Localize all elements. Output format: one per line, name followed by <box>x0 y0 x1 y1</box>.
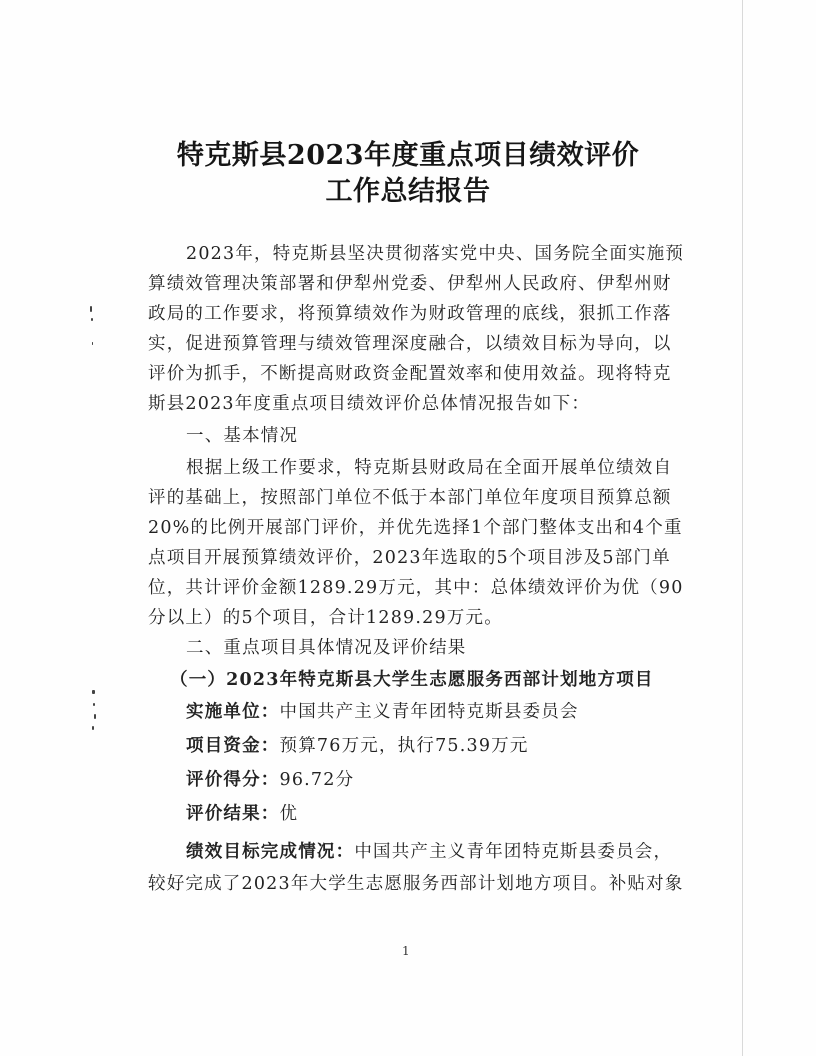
field-result <box>186 800 298 825</box>
scan-speck <box>92 690 95 694</box>
field-goal <box>186 838 672 863</box>
scan-speck <box>90 306 92 312</box>
scan-speck <box>91 318 93 321</box>
field-goal-continuation: 较好完成了2023年大学生志愿服务西部计划地方项目。补贴对象 <box>148 874 684 894</box>
field-unit-value: 中国共产主义青年团特克斯县委员会 <box>279 702 579 722</box>
scan-speck <box>94 714 96 719</box>
field-result-value: 优 <box>279 804 299 824</box>
field-goal-value: 中国共产主义青年团特克斯县委员会， <box>354 842 673 862</box>
subsection1-heading: （一）2023年特克斯县大学生志愿服务西部计划地方项目 <box>170 670 654 690</box>
section1-heading: 一、基本情况 <box>186 426 299 446</box>
page-number: 1 <box>402 944 410 958</box>
field-funds-label: 项目资金： <box>186 736 280 756</box>
section1-line: 分以上）的5个项目，合计1289.29万元。 <box>148 608 503 628</box>
scan-speck <box>92 342 93 345</box>
field-funds-value: 预算76万元，执行75.39万元 <box>279 736 529 756</box>
document-title-line1: 特克斯县2023年度重点项目绩效评价 <box>176 140 640 171</box>
scan-speck <box>93 703 95 706</box>
field-funds <box>186 732 529 757</box>
section1-line: 根据上级工作要求，特克斯县财政局在全面开展单位绩效自 <box>186 458 673 478</box>
intro-line: 实，促进预算管理与绩效管理深度融合，以绩效目标为导向，以 <box>148 334 672 354</box>
field-goal-label: 绩效目标完成情况： <box>186 842 355 862</box>
intro-line: 政局的工作要求，将预算绩效作为财政管理的底线，狠抓工作落 <box>148 304 672 324</box>
section2-heading: 二、重点项目具体情况及评价结果 <box>186 638 467 658</box>
document-title-line2: 工作总结报告 <box>325 176 491 207</box>
section1-line: 点项目开展预算绩效评价，2023年选取的5个项目涉及5部门单 <box>148 548 671 568</box>
intro-line: 算绩效管理决策部署和伊犁州党委、伊犁州人民政府、伊犁州财 <box>148 274 672 294</box>
field-score <box>186 766 354 791</box>
field-score-label: 评价得分： <box>186 770 280 790</box>
field-unit <box>186 698 579 723</box>
intro-line: 2023年，特克斯县坚决贯彻落实党中央、国务院全面实施预 <box>186 244 685 264</box>
field-unit-label: 实施单位： <box>186 702 280 722</box>
section1-line: 位，共计评价金额1289.29万元，其中：总体绩效评价为优（90 <box>148 578 684 598</box>
section1-line: 20%的比例开展部门评价，并优先选择1个部门整体支出和4个重 <box>148 518 683 538</box>
field-result-label: 评价结果： <box>186 804 280 824</box>
field-score-value: 96.72分 <box>279 770 355 790</box>
section1-line: 评的基础上，按照部门单位不低于本部门单位年度项目预算总额 <box>148 488 672 508</box>
intro-line: 评价为抓手，不断提高财政资金配置效率和使用效益。现将特克 <box>148 364 672 384</box>
scan-speck <box>92 726 94 730</box>
intro-line: 斯县2023年度重点项目绩效评价总体情况报告如下： <box>148 394 591 414</box>
